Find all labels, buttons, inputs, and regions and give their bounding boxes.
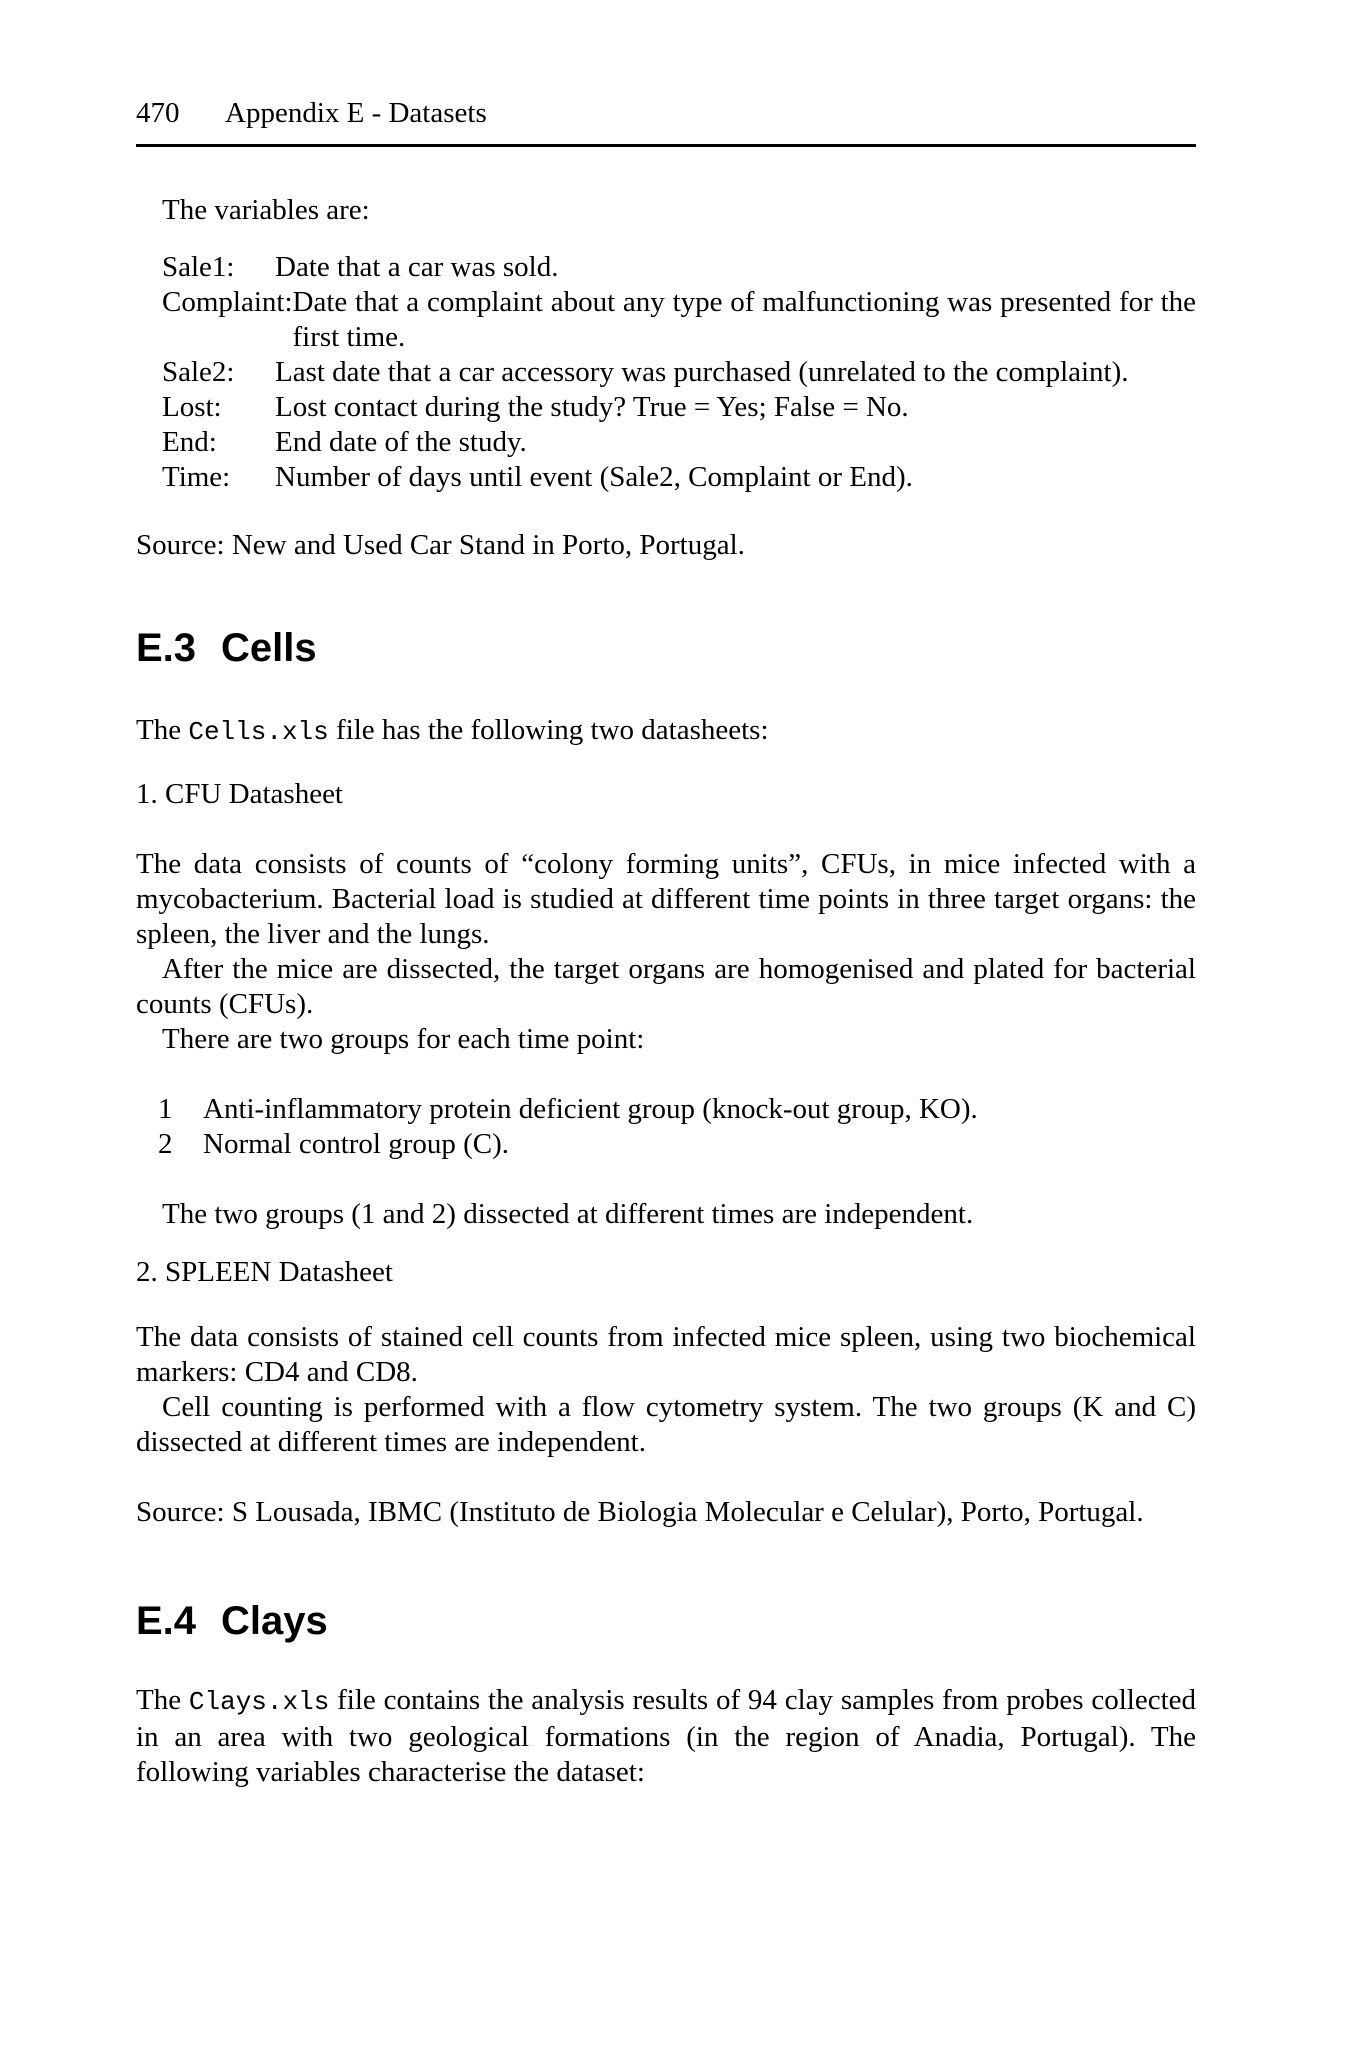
variable-description: Last date that a car accessory was purchased (unrelated to the complaint). <box>275 356 1129 388</box>
variable-description: End date of the study. <box>275 426 527 458</box>
group-number: 1 <box>158 1093 173 1125</box>
variable-description: Date that a complaint about any type of malfunctioning was presented for the first time. <box>292 286 1196 353</box>
variable-name: End: <box>162 426 217 458</box>
cells-file-intro <box>136 713 1196 750</box>
variable-row <box>162 355 1196 390</box>
variable-name: Complaint: <box>162 286 293 318</box>
cells-filename: Cells.xls <box>188 717 329 747</box>
cars-source-line: Source: New and Used Car Stand in Porto, Portugal. <box>136 529 745 561</box>
clays-filename: Clays.xls <box>188 1687 330 1717</box>
group-text: Anti-inflammatory protein deficient group (knock-out group, KO). <box>203 1093 978 1125</box>
variable-name: Sale1: <box>162 251 235 283</box>
group-text: Normal control group (C). <box>203 1128 510 1160</box>
section-title: Cells <box>221 626 317 670</box>
variable-row <box>162 285 1196 355</box>
section-title: Clays <box>221 1599 328 1643</box>
group-item <box>158 1127 1196 1162</box>
running-title: Appendix E - Datasets <box>225 97 487 129</box>
group-item <box>158 1092 1196 1127</box>
clays-file-intro <box>136 1683 1196 1790</box>
intro-suffix: file contains the analysis results of 94 clay samples from probes collected in an area with two geological formations (in the region of Anadia, Portugal). The following variables characterise the dataset: <box>136 1684 1196 1788</box>
variable-name: Lost: <box>162 391 222 423</box>
spleen-paragraph-2: Cell counting is performed with a flow cytometry system. The two groups (K and C) dissected at different times are independent. <box>136 1391 1196 1458</box>
section-number: E.3 <box>136 626 197 670</box>
section-heading-cells <box>136 627 1196 669</box>
running-header <box>136 96 1196 131</box>
spleen-paragraph-1: The data consists of stained cell counts from infected mice spleen, using two biochemical markers: CD4 and CD8. <box>136 1321 1196 1388</box>
variable-description: Date that a car was sold. <box>275 251 559 283</box>
section-heading-clays <box>136 1600 1196 1642</box>
variable-name: Time: <box>162 461 231 493</box>
cfu-paragraph-2: After the mice are dissected, the target organs are homogenised and plated for bacterial counts (CFUs). <box>136 953 1196 1020</box>
variable-row <box>162 390 1196 425</box>
variables-list <box>136 250 1196 495</box>
cfu-groups-list <box>136 1092 1196 1162</box>
group-number: 2 <box>158 1128 173 1160</box>
variable-name: Sale2: <box>162 356 235 388</box>
variable-row <box>162 425 1196 460</box>
variable-description: Lost contact during the study? True = Yes; False = No. <box>275 391 909 423</box>
intro-suffix: file has the following two datasheets: <box>328 714 769 746</box>
cfu-datasheet-label: 1. CFU Datasheet <box>136 778 343 810</box>
header-rule <box>136 144 1196 147</box>
variable-row <box>162 460 1196 495</box>
cells-source-line: Source: S Lousada, IBMC (Instituto de Biologia Molecular e Celular), Porto, Portugal. <box>136 1496 1144 1528</box>
spleen-datasheet-label: 2. SPLEEN Datasheet <box>136 1256 393 1288</box>
intro-prefix: The <box>136 1684 189 1716</box>
variables-intro: The variables are: <box>162 194 370 226</box>
intro-prefix: The <box>136 714 189 746</box>
cfu-paragraph-3: There are two groups for each time point: <box>162 1023 645 1055</box>
cfu-paragraph-1: The data consists of counts of “colony forming units”, CFUs, in mice infected with a mycobacterium. Bacterial load is studied at different time points in three target organs: the spleen, the liver and the lungs. <box>136 848 1196 950</box>
section-number: E.4 <box>136 1599 197 1643</box>
variable-description: Number of days until event (Sale2, Complaint or End). <box>275 461 913 493</box>
variable-row <box>162 250 1196 285</box>
page-number: 470 <box>136 97 180 129</box>
cfu-paragraph-4: The two groups (1 and 2) dissected at different times are independent. <box>162 1198 974 1230</box>
